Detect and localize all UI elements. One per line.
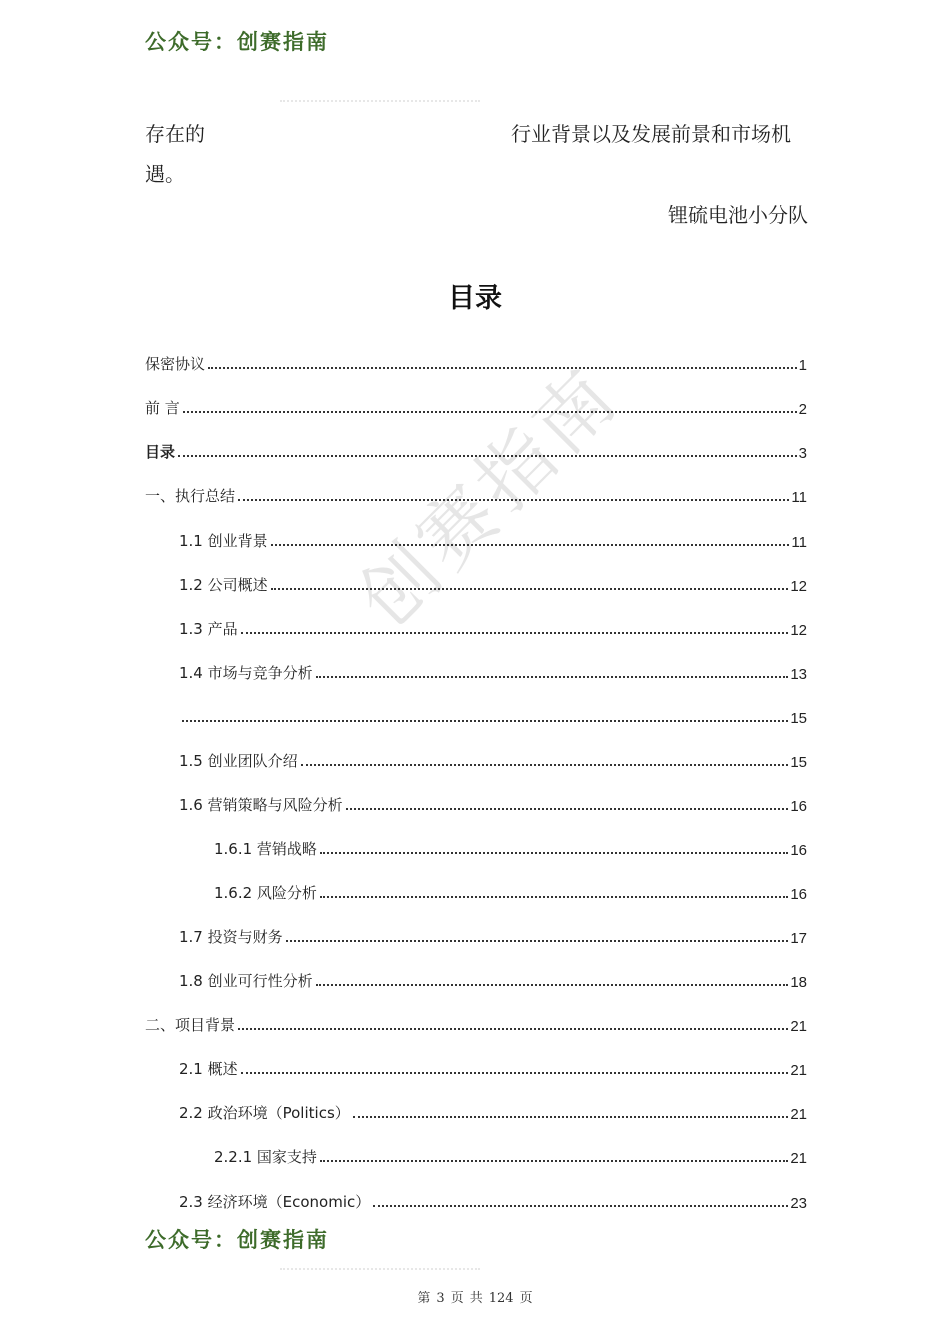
toc-entry-label: 1.6.2 风险分析: [214, 884, 317, 902]
footer-total-pages: 124: [488, 1291, 514, 1306]
toc-leader: [241, 1071, 789, 1074]
toc-entry[interactable]: [145, 484, 807, 506]
toc-entry[interactable]: [145, 352, 807, 374]
toc-entry-label: 一、执行总结: [145, 487, 236, 505]
toc-entry-page: 11: [791, 489, 807, 506]
toc-leader: [241, 631, 789, 634]
toc-entry-page: 16: [790, 886, 807, 903]
toc-entry-label: 1.6.1 营销战略: [214, 840, 317, 858]
toc-entry-label: 2.2.1 国家支持: [214, 1148, 317, 1166]
toc-entry[interactable]: [179, 1190, 807, 1212]
toc-entry-page: 21: [790, 1062, 807, 1079]
toc-entry-page: 13: [790, 666, 807, 683]
toc-entry[interactable]: [214, 1145, 807, 1167]
toc-entry-label: 2.2 政治环境（Politics）: [179, 1104, 350, 1122]
toc-entry-label: 2.1 概述: [179, 1060, 238, 1078]
toc-entry-page: 16: [790, 842, 807, 859]
intro-line1-end: 行业背景以及发展前景和市场机: [511, 122, 791, 146]
footer-total-prefix: 共: [469, 1291, 483, 1306]
toc-entry-label: 1.4 市场与竞争分析: [179, 664, 313, 682]
toc-leader: [316, 675, 789, 678]
toc-entry-page: 2: [798, 401, 807, 418]
toc-leader: [346, 807, 789, 810]
toc-leader: [178, 454, 797, 457]
toc-leader: [301, 763, 789, 766]
page-number-footer: [0, 1287, 950, 1306]
footer-brand: 公众号：创赛指南: [145, 1227, 329, 1252]
toc-entry-page: 15: [790, 754, 807, 771]
toc-entry[interactable]: [179, 793, 807, 815]
toc-entry-label: 1.2 公司概述: [179, 576, 268, 594]
toc-entry-label: 1.7 投资与财务: [179, 928, 283, 946]
toc-entry-label: 保密协议: [145, 355, 206, 373]
toc-leader: [353, 1115, 789, 1118]
toc-entry-label: 1.1 创业背景: [179, 532, 268, 550]
toc-entry-page: 21: [790, 1106, 807, 1123]
toc-entry[interactable]: [179, 1101, 807, 1123]
header-brand: 公众号：创赛指南: [145, 29, 329, 54]
toc-entry-page: 12: [790, 622, 807, 639]
toc-entry-page: 3: [798, 445, 807, 462]
toc-entry[interactable]: [179, 749, 807, 771]
intro-line1-start: 存在的: [145, 122, 205, 146]
toc-leader: [320, 851, 788, 854]
toc-entry[interactable]: [145, 1013, 807, 1035]
toc-entry-page: 18: [790, 974, 807, 991]
toc-entry[interactable]: [214, 881, 807, 903]
toc-entry[interactable]: [179, 969, 807, 991]
toc-title: 目录: [448, 283, 502, 314]
watermark-text: 创赛指南: [341, 349, 637, 645]
toc-entry-label: 前 言: [145, 399, 180, 417]
toc-leader: [271, 543, 790, 546]
toc-entry-page: 23: [790, 1195, 807, 1212]
footer-page-word: 页: [450, 1291, 464, 1306]
faint-artifact-bottom: [280, 1268, 480, 1276]
faint-artifact-top: [280, 100, 480, 108]
toc-entry-page: 12: [790, 578, 807, 595]
toc-leader: [316, 983, 789, 986]
toc-entry-label: 二、项目背景: [145, 1016, 236, 1034]
toc-entry[interactable]: [179, 529, 807, 551]
toc-entry[interactable]: [179, 705, 807, 727]
toc-entry[interactable]: [179, 925, 807, 947]
toc-leader: [373, 1204, 788, 1207]
toc-entry-label: 2.3 经济环境（Economic）: [179, 1193, 371, 1211]
toc-entry-page: 1: [798, 357, 807, 374]
toc-entry-page: 11: [791, 534, 807, 551]
toc-leader: [238, 1027, 788, 1030]
toc-entry-page: 21: [790, 1150, 807, 1167]
toc-leader: [182, 719, 788, 722]
toc-leader: [286, 939, 789, 942]
footer-prefix: 第: [417, 1291, 431, 1306]
toc-entry-page: 21: [790, 1018, 807, 1035]
toc-entry-label: 1.5 创业团队介绍: [179, 752, 298, 770]
toc-leader: [183, 410, 797, 413]
toc-leader: [320, 895, 788, 898]
toc-entry[interactable]: [179, 617, 807, 639]
toc-entry[interactable]: [179, 1057, 807, 1079]
toc-entry-label: 1.3 产品: [179, 620, 238, 638]
toc-entry-page: 17: [790, 930, 807, 947]
toc-leader: [271, 587, 789, 590]
toc-entry[interactable]: [179, 661, 807, 683]
toc-entry[interactable]: [214, 837, 807, 859]
footer-current-page: 3: [436, 1291, 445, 1306]
toc-leader: [320, 1159, 788, 1162]
toc-entry-label: 目录: [145, 443, 176, 461]
footer-suffix: 页: [519, 1291, 533, 1306]
toc-leader: [238, 498, 789, 501]
toc-entry-label: 1.6 营销策略与风险分析: [179, 796, 343, 814]
toc-entry-label: 1.8 创业可行性分析: [179, 972, 313, 990]
toc-entry-page: 16: [790, 798, 807, 815]
toc-entry[interactable]: [145, 396, 807, 418]
toc-entry[interactable]: [179, 573, 807, 595]
toc-entry[interactable]: [145, 440, 807, 462]
toc-entry-page: 15: [790, 710, 807, 727]
signature: 锂硫电池小分队: [668, 203, 808, 227]
intro-line2: 遇。: [145, 162, 185, 186]
toc-leader: [208, 366, 797, 369]
